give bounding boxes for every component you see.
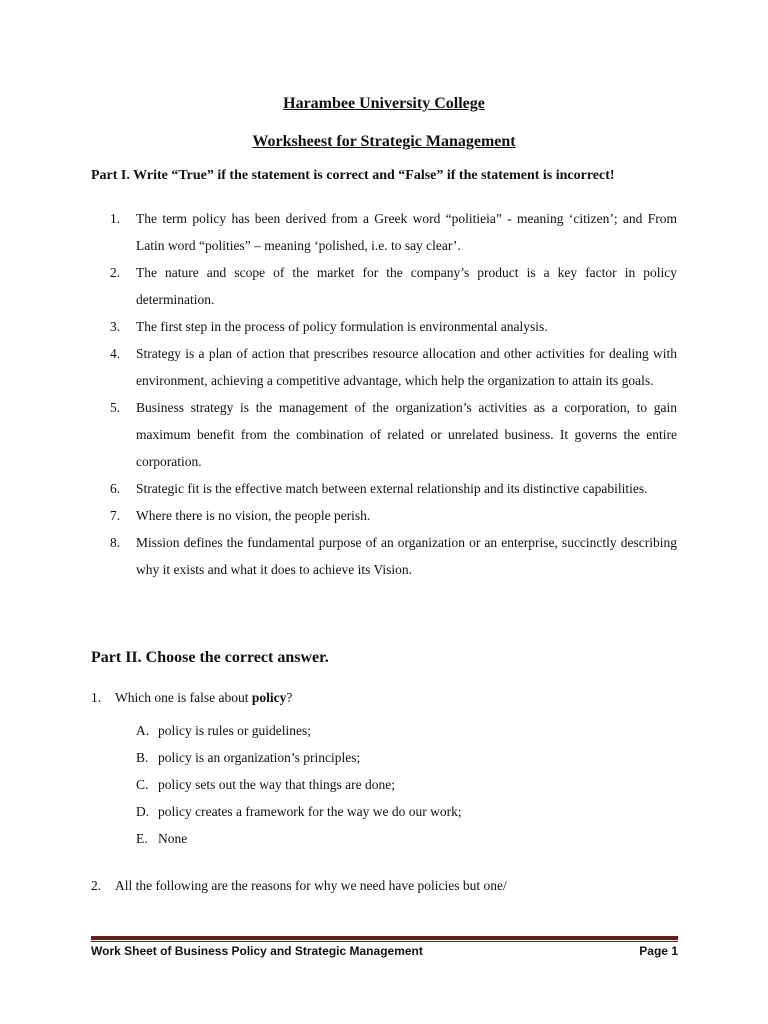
item-text: Mission defines the fundamental purpose of an organization or an enterprise, succinctly describing why it exists and what it does to achieve its Vision. xyxy=(136,535,677,577)
item-text: Where there is no vision, the people perish. xyxy=(136,508,371,523)
option-letter: A. xyxy=(136,723,150,738)
item-number: 2. xyxy=(110,265,121,280)
question-number: 1. xyxy=(91,690,102,705)
part1-statement-list xyxy=(110,205,677,583)
list-item xyxy=(110,502,677,529)
question-1 xyxy=(91,690,292,706)
item-text: The first step in the process of policy formulation is environmental analysis. xyxy=(136,319,548,334)
option-a xyxy=(136,717,462,744)
option-text: policy sets out the way that things are done; xyxy=(158,777,395,792)
question-text: Which one is false about xyxy=(115,690,252,705)
footer-divider-thin xyxy=(91,941,678,942)
item-number: 7. xyxy=(110,508,121,523)
part2-heading: Part II. Choose the correct answer. xyxy=(91,649,329,666)
option-text: policy creates a framework for the way we do our work; xyxy=(158,804,462,819)
list-item xyxy=(110,259,677,313)
option-letter: C. xyxy=(136,777,149,792)
part1-heading: Part I. Write “True” if the statement is correct and “False” if the statement is incorrect! xyxy=(91,168,615,183)
footer-document-title: Work Sheet of Business Policy and Strategic Management xyxy=(91,944,423,958)
item-text: The term policy has been derived from a Greek word “politieia” - meaning ‘citizen’; and From Latin word “polities” – meaning ‘polished, i.e. to say clear’. xyxy=(136,211,677,253)
question-2 xyxy=(91,878,507,894)
question-text: All the following are the reasons for why we need have policies but one/ xyxy=(115,878,507,893)
list-item xyxy=(110,475,677,502)
option-text: policy is an organization’s principles; xyxy=(158,750,361,765)
item-number: 5. xyxy=(110,400,121,415)
option-text: policy is rules or guidelines; xyxy=(158,723,311,738)
list-item xyxy=(110,205,677,259)
list-item xyxy=(110,394,677,475)
item-text: Strategy is a plan of action that prescribes resource allocation and other activities for dealing with environment, achieving a competitive advantage, which help the organization to attain its goals. xyxy=(136,346,677,388)
option-letter: E. xyxy=(136,831,148,846)
list-item xyxy=(110,313,677,340)
option-letter: B. xyxy=(136,750,149,765)
item-text: The nature and scope of the market for the company’s product is a key factor in policy determination. xyxy=(136,265,677,307)
footer-divider-thick xyxy=(91,936,678,940)
option-d xyxy=(136,798,462,825)
item-number: 1. xyxy=(110,211,121,226)
item-text: Business strategy is the management of the organization’s activities as a corporation, to gain maximum benefit from the combination of related or unrelated business. It governs the entire corporation. xyxy=(136,400,677,469)
item-text: Strategic fit is the effective match between external relationship and its distinctive capabilities. xyxy=(136,481,648,496)
item-number: 3. xyxy=(110,319,121,334)
option-letter: D. xyxy=(136,804,150,819)
question-suffix: ? xyxy=(286,690,293,705)
option-b xyxy=(136,744,462,771)
option-c xyxy=(136,771,462,798)
list-item xyxy=(110,529,677,583)
item-number: 8. xyxy=(110,535,121,550)
item-number: 4. xyxy=(110,346,121,361)
option-text: None xyxy=(158,831,188,846)
worksheet-title: Worksheest for Strategic Management xyxy=(252,133,516,150)
question-number: 2. xyxy=(91,878,102,893)
question-1-options xyxy=(136,717,462,852)
question-keyword: policy xyxy=(251,690,287,705)
institution-title: Harambee University College xyxy=(283,95,485,112)
item-number: 6. xyxy=(110,481,121,496)
option-e xyxy=(136,825,462,852)
list-item xyxy=(110,340,677,394)
footer-page-number: Page 1 xyxy=(639,944,678,958)
